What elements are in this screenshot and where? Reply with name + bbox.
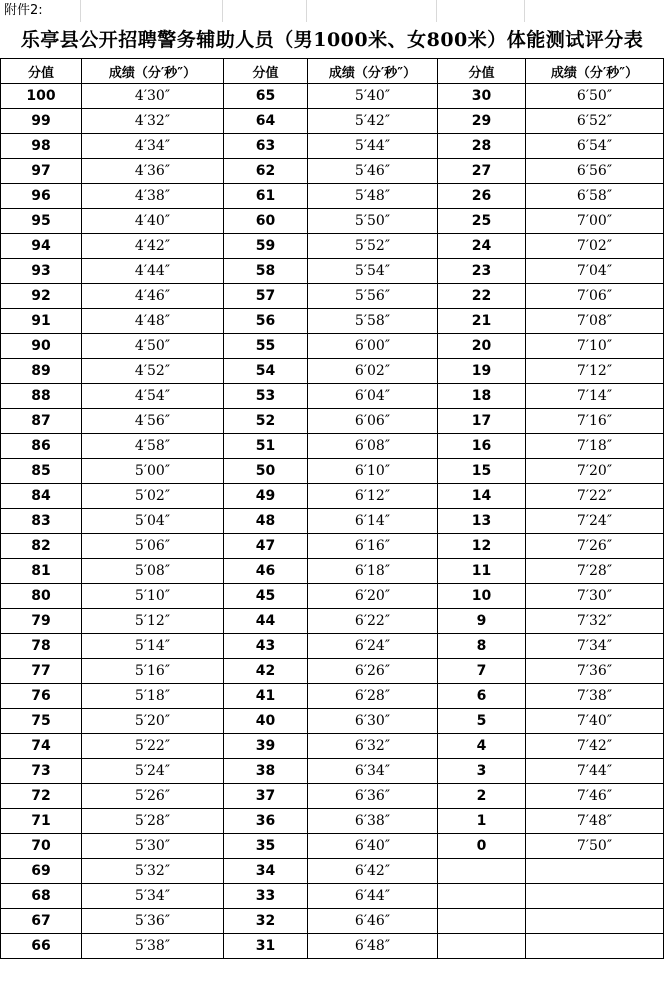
score-cell: 27 [438, 159, 526, 184]
result-cell: 6′22″ [308, 609, 438, 634]
score-cell: 88 [1, 384, 82, 409]
score-cell: 97 [1, 159, 82, 184]
score-cell: 13 [438, 509, 526, 534]
score-cell: 76 [1, 684, 82, 709]
score-cell: 43 [224, 634, 308, 659]
score-cell: 11 [438, 559, 526, 584]
score-cell: 38 [224, 759, 308, 784]
score-cell: 1 [438, 809, 526, 834]
score-cell: 85 [1, 459, 82, 484]
score-cell: 19 [438, 359, 526, 384]
score-cell: 20 [438, 334, 526, 359]
score-cell: 21 [438, 309, 526, 334]
result-cell: 4′46″ [82, 284, 224, 309]
score-cell: 54 [224, 359, 308, 384]
result-cell: 6′46″ [308, 909, 438, 934]
score-cell: 48 [224, 509, 308, 534]
score-cell: 93 [1, 259, 82, 284]
result-cell: 6′50″ [526, 84, 664, 109]
score-cell: 10 [438, 584, 526, 609]
score-cell: 36 [224, 809, 308, 834]
result-cell: 5′20″ [82, 709, 224, 734]
score-cell: 56 [224, 309, 308, 334]
score-cell: 77 [1, 659, 82, 684]
result-cell: 5′18″ [82, 684, 224, 709]
table-row [1, 759, 664, 784]
table-row [1, 659, 664, 684]
result-cell: 7′30″ [526, 584, 664, 609]
result-cell: 6′42″ [308, 859, 438, 884]
result-cell: 5′16″ [82, 659, 224, 684]
result-cell [526, 909, 664, 934]
result-cell: 5′04″ [82, 509, 224, 534]
score-cell: 53 [224, 384, 308, 409]
table-row [1, 634, 664, 659]
result-cell: 4′42″ [82, 234, 224, 259]
result-cell: 7′18″ [526, 434, 664, 459]
result-cell: 7′10″ [526, 334, 664, 359]
result-cell: 5′56″ [308, 284, 438, 309]
result-cell: 7′02″ [526, 234, 664, 259]
score-cell: 99 [1, 109, 82, 134]
result-cell: 7′04″ [526, 259, 664, 284]
result-cell: 5′58″ [308, 309, 438, 334]
result-cell: 6′38″ [308, 809, 438, 834]
score-cell: 81 [1, 559, 82, 584]
score-cell: 29 [438, 109, 526, 134]
result-cell: 6′14″ [308, 509, 438, 534]
result-cell: 5′54″ [308, 259, 438, 284]
score-cell: 95 [1, 209, 82, 234]
score-cell [438, 909, 526, 934]
column-header-result: 成绩（分′秒″） [308, 59, 438, 84]
score-cell: 40 [224, 709, 308, 734]
score-cell: 74 [1, 734, 82, 759]
result-cell: 6′02″ [308, 359, 438, 384]
result-cell: 7′40″ [526, 709, 664, 734]
score-cell: 5 [438, 709, 526, 734]
spreadsheet-gridlines [0, 0, 664, 22]
result-cell: 7′26″ [526, 534, 664, 559]
scoring-table [0, 58, 664, 959]
result-cell: 5′32″ [82, 859, 224, 884]
score-cell: 6 [438, 684, 526, 709]
result-cell: 4′34″ [82, 134, 224, 159]
column-header-score: 分值 [1, 59, 82, 84]
score-cell: 58 [224, 259, 308, 284]
column-header-result: 成绩（分′秒″） [82, 59, 224, 84]
table-row [1, 934, 664, 959]
result-cell: 5′44″ [308, 134, 438, 159]
result-cell: 6′06″ [308, 409, 438, 434]
score-cell: 87 [1, 409, 82, 434]
result-cell: 7′12″ [526, 359, 664, 384]
result-cell: 6′48″ [308, 934, 438, 959]
result-cell: 7′28″ [526, 559, 664, 584]
table-row [1, 609, 664, 634]
result-cell: 6′52″ [526, 109, 664, 134]
result-cell: 5′10″ [82, 584, 224, 609]
result-cell: 4′50″ [82, 334, 224, 359]
result-cell: 4′32″ [82, 109, 224, 134]
result-cell: 7′32″ [526, 609, 664, 634]
result-cell: 5′02″ [82, 484, 224, 509]
result-cell: 5′28″ [82, 809, 224, 834]
result-cell [526, 934, 664, 959]
table-row [1, 584, 664, 609]
score-cell: 18 [438, 384, 526, 409]
result-cell: 6′00″ [308, 334, 438, 359]
result-cell: 7′14″ [526, 384, 664, 409]
table-row [1, 484, 664, 509]
score-cell: 69 [1, 859, 82, 884]
result-cell: 6′56″ [526, 159, 664, 184]
result-cell: 5′46″ [308, 159, 438, 184]
result-cell: 5′52″ [308, 234, 438, 259]
table-row [1, 159, 664, 184]
table-row [1, 259, 664, 284]
result-cell: 5′00″ [82, 459, 224, 484]
table-row [1, 884, 664, 909]
column-header-score: 分值 [224, 59, 308, 84]
table-row [1, 284, 664, 309]
table-row [1, 509, 664, 534]
score-cell: 12 [438, 534, 526, 559]
score-cell: 44 [224, 609, 308, 634]
result-cell [526, 859, 664, 884]
score-cell: 70 [1, 834, 82, 859]
score-cell: 41 [224, 684, 308, 709]
column-header-result: 成绩（分′秒″） [526, 59, 664, 84]
score-cell: 33 [224, 884, 308, 909]
score-cell: 22 [438, 284, 526, 309]
score-cell: 79 [1, 609, 82, 634]
result-cell: 6′16″ [308, 534, 438, 559]
result-cell: 5′36″ [82, 909, 224, 934]
score-cell: 4 [438, 734, 526, 759]
table-row [1, 359, 664, 384]
score-cell: 24 [438, 234, 526, 259]
score-cell: 84 [1, 484, 82, 509]
attachment-label: 附件2: [4, 3, 43, 18]
score-cell: 32 [224, 909, 308, 934]
result-cell: 5′24″ [82, 759, 224, 784]
table-row [1, 334, 664, 359]
result-cell: 6′40″ [308, 834, 438, 859]
score-cell: 0 [438, 834, 526, 859]
score-cell: 7 [438, 659, 526, 684]
score-cell [438, 884, 526, 909]
score-cell: 83 [1, 509, 82, 534]
result-cell: 4′38″ [82, 184, 224, 209]
table-row [1, 434, 664, 459]
score-cell: 71 [1, 809, 82, 834]
result-cell: 7′24″ [526, 509, 664, 534]
result-cell: 5′26″ [82, 784, 224, 809]
score-cell: 23 [438, 259, 526, 284]
result-cell: 5′12″ [82, 609, 224, 634]
result-cell: 6′18″ [308, 559, 438, 584]
table-row [1, 209, 664, 234]
score-cell: 75 [1, 709, 82, 734]
result-cell: 6′32″ [308, 734, 438, 759]
score-cell: 49 [224, 484, 308, 509]
score-cell: 86 [1, 434, 82, 459]
score-cell: 82 [1, 534, 82, 559]
score-cell: 9 [438, 609, 526, 634]
score-cell: 52 [224, 409, 308, 434]
score-cell: 42 [224, 659, 308, 684]
column-header-score: 分值 [438, 59, 526, 84]
score-cell: 47 [224, 534, 308, 559]
score-cell: 15 [438, 459, 526, 484]
result-cell: 7′20″ [526, 459, 664, 484]
result-cell: 6′26″ [308, 659, 438, 684]
table-row [1, 459, 664, 484]
result-cell: 4′54″ [82, 384, 224, 409]
score-cell: 31 [224, 934, 308, 959]
score-cell: 67 [1, 909, 82, 934]
result-cell: 6′08″ [308, 434, 438, 459]
result-cell: 6′30″ [308, 709, 438, 734]
result-cell: 5′40″ [308, 84, 438, 109]
result-cell: 7′22″ [526, 484, 664, 509]
table-row [1, 384, 664, 409]
result-cell: 4′40″ [82, 209, 224, 234]
score-cell: 25 [438, 209, 526, 234]
result-cell: 4′30″ [82, 84, 224, 109]
score-cell: 72 [1, 784, 82, 809]
score-cell: 17 [438, 409, 526, 434]
score-cell: 98 [1, 134, 82, 159]
result-cell: 4′48″ [82, 309, 224, 334]
score-cell: 68 [1, 884, 82, 909]
result-cell: 5′48″ [308, 184, 438, 209]
result-cell: 7′42″ [526, 734, 664, 759]
result-cell: 7′16″ [526, 409, 664, 434]
score-cell: 28 [438, 134, 526, 159]
result-cell: 6′10″ [308, 459, 438, 484]
score-cell: 57 [224, 284, 308, 309]
result-cell: 4′56″ [82, 409, 224, 434]
table-row [1, 809, 664, 834]
table-row [1, 84, 664, 109]
result-cell: 7′36″ [526, 659, 664, 684]
result-cell: 7′46″ [526, 784, 664, 809]
score-cell: 39 [224, 734, 308, 759]
table-row [1, 409, 664, 434]
score-cell: 51 [224, 434, 308, 459]
score-cell: 16 [438, 434, 526, 459]
result-cell: 6′34″ [308, 759, 438, 784]
score-cell: 63 [224, 134, 308, 159]
result-cell: 6′54″ [526, 134, 664, 159]
result-cell: 5′38″ [82, 934, 224, 959]
result-cell: 5′42″ [308, 109, 438, 134]
table-row [1, 184, 664, 209]
result-cell: 6′28″ [308, 684, 438, 709]
result-cell: 5′22″ [82, 734, 224, 759]
result-cell: 6′44″ [308, 884, 438, 909]
result-cell: 6′24″ [308, 634, 438, 659]
score-cell: 3 [438, 759, 526, 784]
score-cell: 96 [1, 184, 82, 209]
result-cell: 7′08″ [526, 309, 664, 334]
score-cell: 60 [224, 209, 308, 234]
score-cell: 73 [1, 759, 82, 784]
score-cell: 92 [1, 284, 82, 309]
score-cell: 35 [224, 834, 308, 859]
result-cell: 7′48″ [526, 809, 664, 834]
score-cell: 80 [1, 584, 82, 609]
result-cell: 7′38″ [526, 684, 664, 709]
result-cell [526, 884, 664, 909]
score-cell: 94 [1, 234, 82, 259]
result-cell: 6′58″ [526, 184, 664, 209]
result-cell: 4′36″ [82, 159, 224, 184]
result-cell: 6′12″ [308, 484, 438, 509]
table-row [1, 559, 664, 584]
result-cell: 5′06″ [82, 534, 224, 559]
table-row [1, 234, 664, 259]
result-cell: 5′08″ [82, 559, 224, 584]
score-cell [438, 859, 526, 884]
score-cell: 55 [224, 334, 308, 359]
table-row [1, 734, 664, 759]
score-cell: 64 [224, 109, 308, 134]
score-cell: 59 [224, 234, 308, 259]
result-cell: 7′00″ [526, 209, 664, 234]
score-cell: 90 [1, 334, 82, 359]
score-cell: 2 [438, 784, 526, 809]
score-cell: 91 [1, 309, 82, 334]
result-cell: 5′14″ [82, 634, 224, 659]
result-cell: 7′44″ [526, 759, 664, 784]
score-cell: 65 [224, 84, 308, 109]
result-cell: 5′34″ [82, 884, 224, 909]
result-cell: 4′44″ [82, 259, 224, 284]
table-row [1, 859, 664, 884]
header-row [1, 59, 664, 84]
score-cell: 66 [1, 934, 82, 959]
result-cell: 6′36″ [308, 784, 438, 809]
score-cell: 89 [1, 359, 82, 384]
table-row [1, 909, 664, 934]
score-cell: 30 [438, 84, 526, 109]
score-cell: 45 [224, 584, 308, 609]
table-body [1, 84, 664, 959]
table-row [1, 309, 664, 334]
result-cell: 5′30″ [82, 834, 224, 859]
result-cell: 7′50″ [526, 834, 664, 859]
result-cell: 4′52″ [82, 359, 224, 384]
table-row [1, 684, 664, 709]
table-row [1, 109, 664, 134]
result-cell: 6′20″ [308, 584, 438, 609]
result-cell: 5′50″ [308, 209, 438, 234]
score-cell: 26 [438, 184, 526, 209]
table-row [1, 709, 664, 734]
score-cell: 46 [224, 559, 308, 584]
table-row [1, 784, 664, 809]
score-cell: 61 [224, 184, 308, 209]
score-cell [438, 934, 526, 959]
result-cell: 7′34″ [526, 634, 664, 659]
page-title: 乐亭县公开招聘警务辅助人员（男1000米、女800米）体能测试评分表 [20, 29, 644, 51]
table-row [1, 134, 664, 159]
score-cell: 62 [224, 159, 308, 184]
score-cell: 34 [224, 859, 308, 884]
result-cell: 6′04″ [308, 384, 438, 409]
table-row [1, 834, 664, 859]
result-cell: 4′58″ [82, 434, 224, 459]
score-cell: 14 [438, 484, 526, 509]
score-cell: 37 [224, 784, 308, 809]
table-row [1, 534, 664, 559]
score-cell: 78 [1, 634, 82, 659]
score-cell: 100 [1, 84, 82, 109]
result-cell: 7′06″ [526, 284, 664, 309]
score-cell: 8 [438, 634, 526, 659]
score-cell: 50 [224, 459, 308, 484]
